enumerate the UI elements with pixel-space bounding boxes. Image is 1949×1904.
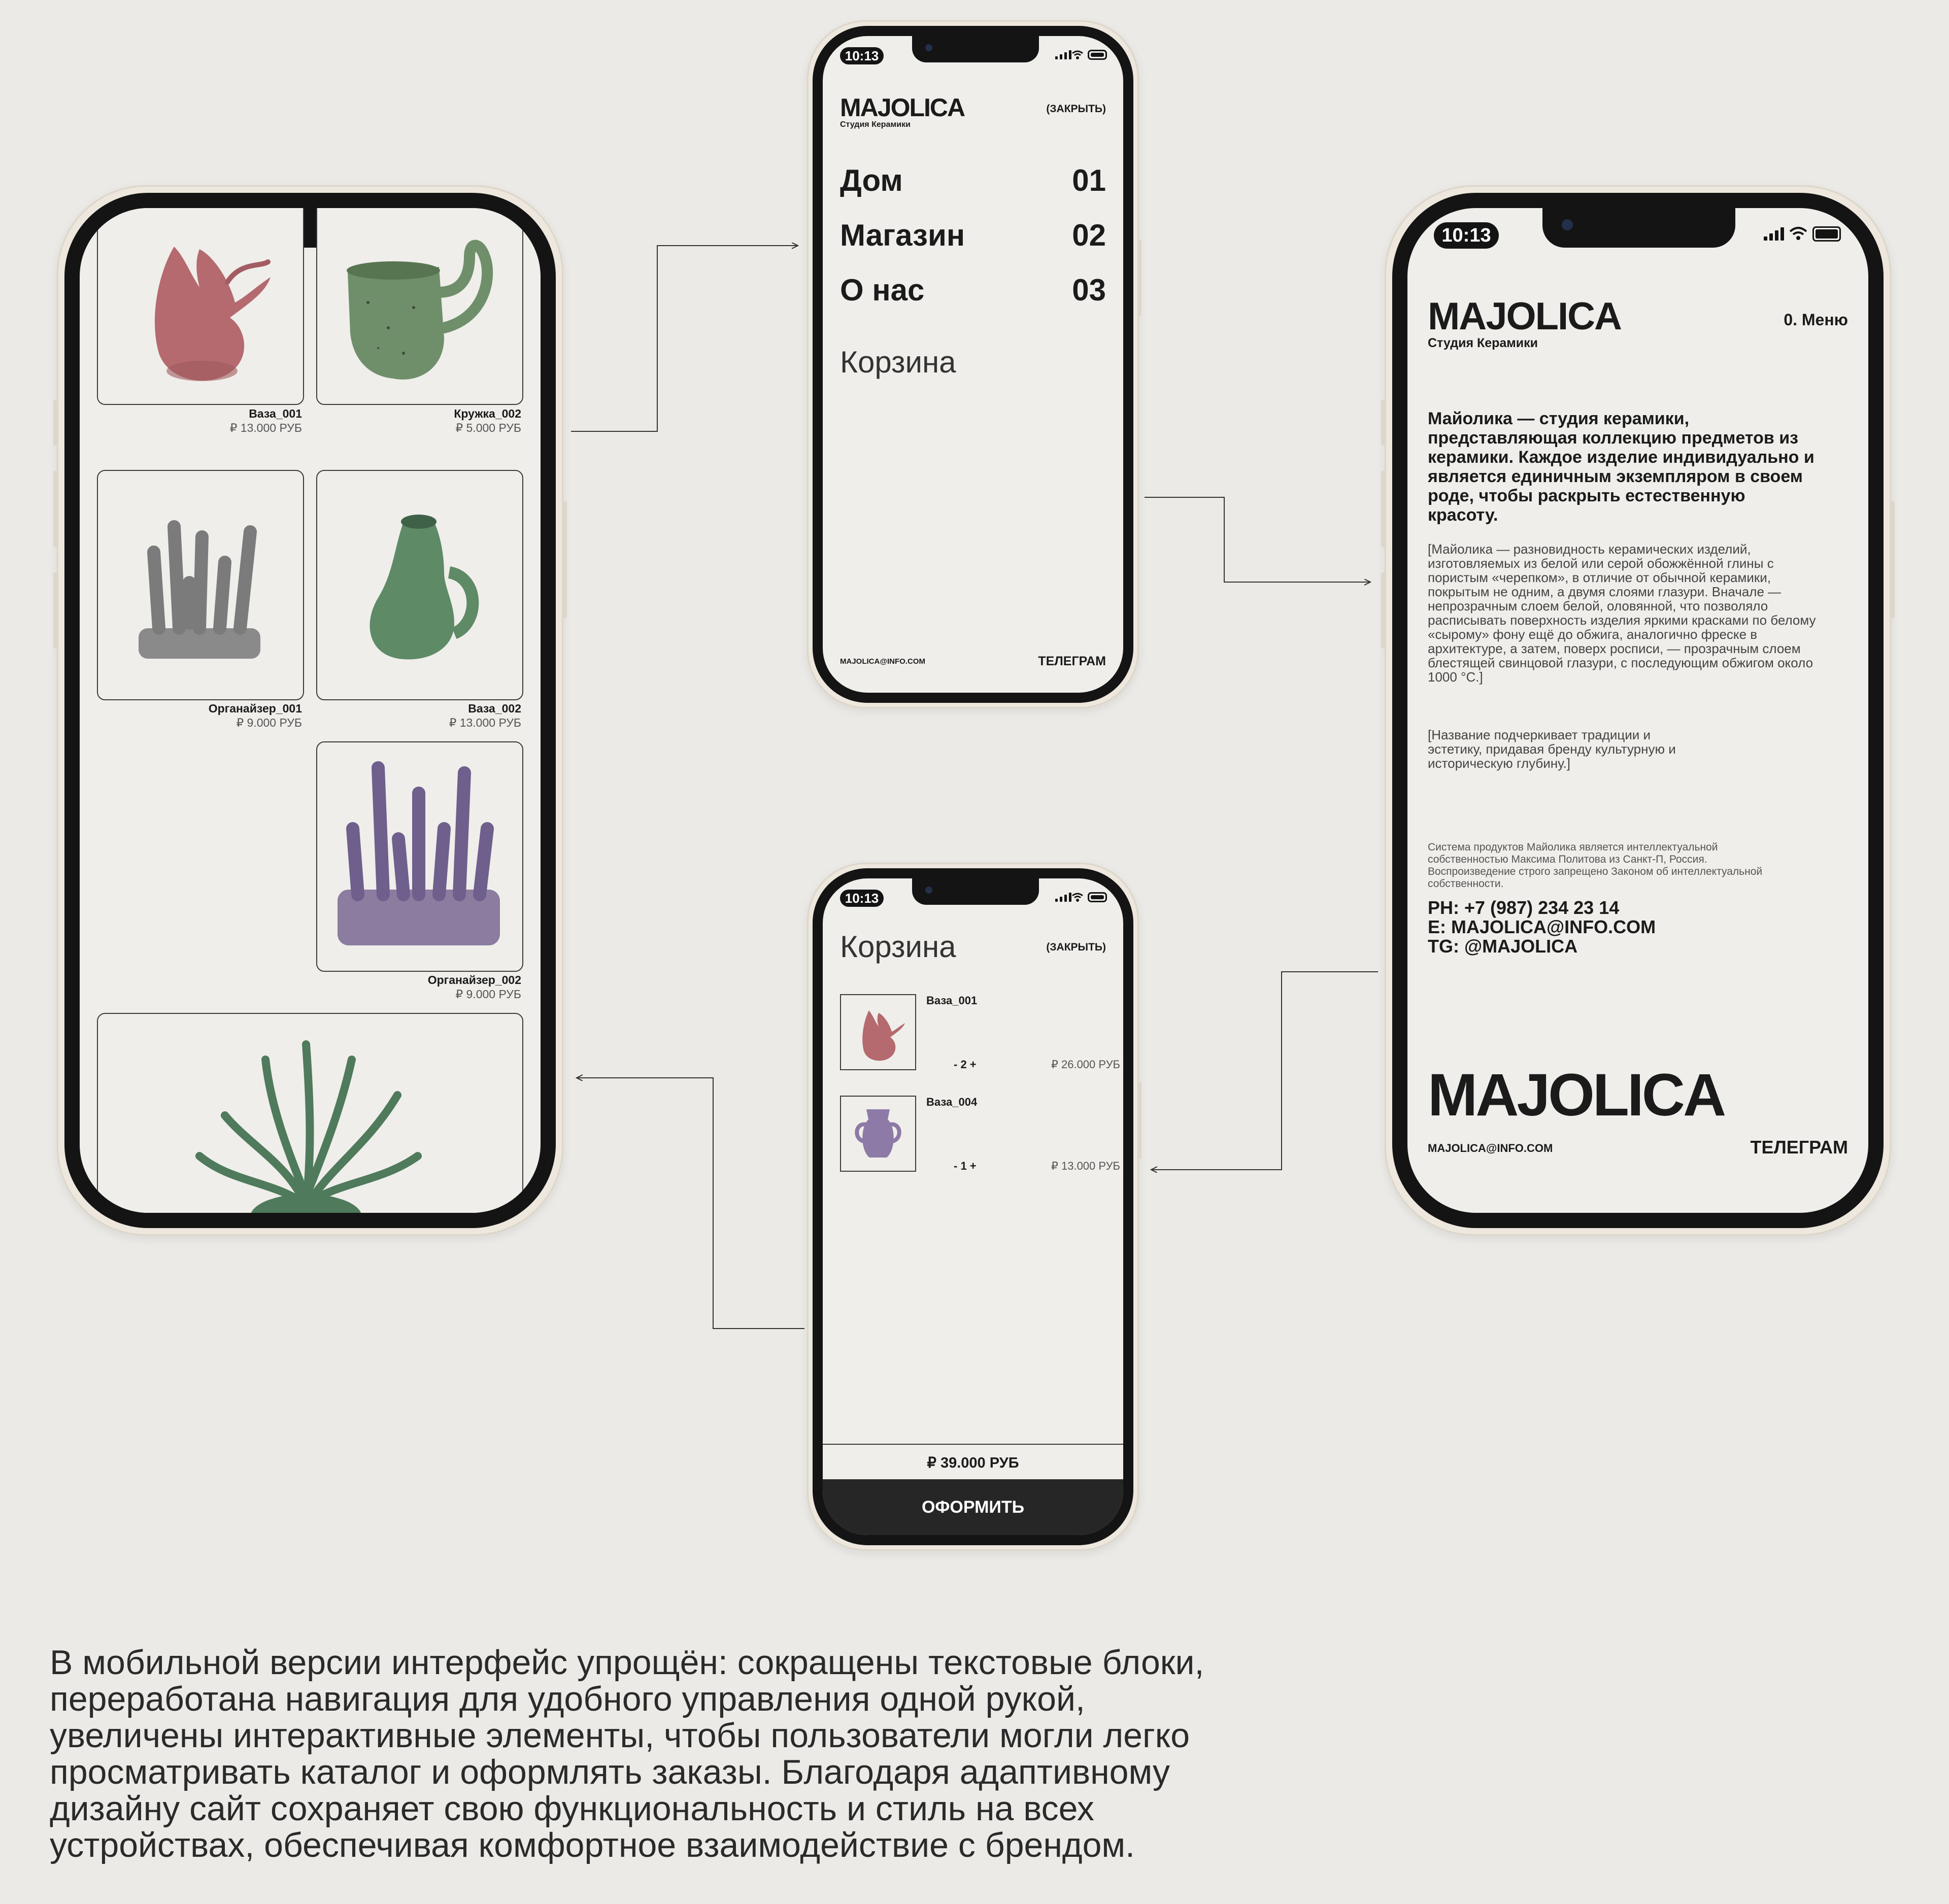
battery-icon [1088,50,1107,60]
cart-item-price: ₽ 13.000 РУБ [1051,1160,1120,1172]
brand-logo[interactable]: MAJOLICA [840,93,965,122]
cart-item-thumbnail[interactable] [840,994,916,1070]
about-screen[interactable] [1407,208,1868,1213]
about-legal: Система продуктов Майолика является интеллектуальной собственностью Максима Политова из Санкт-П, Россия. Воспроизведение строго запрещено Законом об интеллектуальной собственности. [1428,841,1763,890]
connector-about-to-cart [1151,972,1378,1170]
cart-item-thumbnail[interactable] [840,1096,916,1172]
status-time: 10:13 [840,890,884,907]
product-card-organizer-001[interactable] [97,470,304,700]
catalog-screen[interactable] [80,208,541,1213]
menu-screen[interactable] [823,36,1123,693]
camera [925,887,932,894]
cart-item-name: Ваза_004 [926,1096,978,1108]
quantity-stepper[interactable]: - 1 + [954,1160,977,1172]
close-button[interactable]: (ЗАКРЫТЬ) [1046,103,1106,115]
menu-item-cart[interactable]: Корзина [840,345,956,379]
camera [925,44,932,51]
wifi-icon [1789,226,1807,241]
signal-icon [1055,893,1071,902]
phone-about [1385,185,1891,1236]
product-price: ₽ 9.000 РУБ [236,716,302,729]
status-time: 10:13 [840,47,884,64]
vase-004-thumb [841,1097,915,1171]
footer-email[interactable]: MAJOLICA@INFO.COM [840,657,925,666]
cart-screen[interactable] [823,878,1123,1535]
product-name: Органайзер_001 [208,702,302,715]
wifi-icon [1071,50,1084,59]
product-price: ₽ 9.000 РУБ [455,988,521,1001]
product-card-vase-001[interactable] [97,208,304,405]
menu-item-shop[interactable]: Магазин [840,218,965,252]
product-card-vase-002[interactable] [316,470,523,700]
contact-email[interactable]: E: MAJOLICA@INFO.COM [1428,916,1656,937]
product-price: ₽ 13.000 РУБ [229,421,302,434]
description-caption: В мобильной версии интерфейс упрощён: сокращены текстовые блоки, переработана навигация для удобного управления одной рукой, увеличены интерактивные элементы, чтобы пользователи могли легко просматривать каталог и оформлять заказы. Благодаря адаптивному дизайну сайт сохраняет свою функциональность и стиль на всех устройствах, обеспечивая комфортное взаимодействие с брендом. [50,1643,1204,1864]
menu-item-home[interactable]: Дом [840,163,903,197]
menu-item-number: 01 [1072,163,1106,197]
brand-subtitle: Студия Керамики [840,120,911,129]
product-card-organizer-002[interactable] [316,741,523,972]
about-lead: Майолика — студия керамики, представляющая коллекцию предметов из керамики. Каждое изделие индивидуально и является единичным экземпляром в своем роде, чтобы раскрыть естественную красоту. [1428,409,1814,525]
product-name: Органайзер_002 [427,973,521,987]
wifi-icon [1071,893,1084,902]
volume-up-button [53,471,57,547]
connector-catalog-to-menu [571,246,798,431]
battery-icon [1088,892,1107,902]
quantity-stepper[interactable]: - 2 + [954,1058,977,1071]
contact-telegram[interactable]: TG: @MAJOLICA [1428,936,1578,957]
checkout-button[interactable]: ОФОРМИТЬ [823,1479,1123,1535]
brand-subtitle: Студия Керамики [1428,336,1538,350]
vase-001-thumb [841,995,915,1069]
cart-divider [823,1444,1123,1445]
organizer-002-image [317,742,522,971]
brand-logo[interactable]: MAJOLICA [1428,295,1621,338]
volume-down-button [53,572,57,649]
phone-cart [807,863,1139,1551]
mug-002-image [317,208,522,404]
footer-email[interactable]: MAJOLICA@INFO.COM [1428,1142,1553,1154]
menu-item-about[interactable]: О нас [840,273,925,307]
about-name-note: [Название подчеркивает традиции и эстетику, придавая бренду культурную и историческую глубину.] [1428,727,1676,771]
product-price: ₽ 5.000 РУБ [455,421,521,434]
battery-icon [1812,226,1841,242]
cart-item-name: Ваза_001 [926,994,978,1007]
signal-icon [1055,50,1071,59]
vase-002-image [317,471,522,699]
phone-catalog [57,185,563,1236]
product-card-coral[interactable] [97,1013,523,1213]
contact-phone[interactable]: PH: +7 (987) 234 23 14 [1428,897,1620,918]
signal-icon [1764,227,1784,241]
cart-title: Корзина [840,930,956,964]
camera [1562,219,1573,230]
about-definition: [Майолика — разновидность керамических изделий, изготовляемых из белой или серой обожжённой глины с пористым «черепком», в отличие от обычной керамики, покрытым не одним, а двумя слоями глазури. Вначале — непрозрачным слоем белой, оловянной, что позволяло расписывать поверхность изделия яркими красками по белому «сырому» фону ещё до обжига, аналогично фреске в архитектуре, а затем, поверх росписи, — прозрачным слоем блестящей свинцовой глазури, с последующим обжигом около 1000 °С.] [1428,541,1816,685]
status-time: 10:13 [1434,222,1499,249]
product-name: Кружка_002 [454,407,521,420]
menu-item-number: 03 [1072,273,1106,307]
product-name: Ваза_002 [468,702,521,715]
menu-item-number: 02 [1072,218,1106,252]
connector-cart-to-catalog [577,1078,804,1329]
brand-logo-large: MAJOLICA [1428,1062,1725,1129]
power-button [563,501,567,618]
side-button [53,400,57,446]
footer-telegram-link[interactable]: ТЕЛЕГРАМ [1750,1137,1848,1158]
coral-vase-image [98,1014,522,1213]
product-name: Ваза_001 [249,407,302,420]
connector-menu-to-about [1145,497,1370,582]
organizer-001-image [98,471,303,699]
close-button[interactable]: (ЗАКРЫТЬ) [1046,941,1106,953]
cart-item-price: ₽ 26.000 РУБ [1051,1058,1120,1071]
cart-item [840,1096,1120,1177]
product-price: ₽ 13.000 РУБ [449,716,521,729]
menu-button[interactable]: 0. Меню [1784,311,1848,329]
cart-total: ₽ 39.000 РУБ [927,1455,1019,1471]
vase-001-image [98,208,303,404]
footer-telegram-link[interactable]: ТЕЛЕГРАМ [1038,654,1106,668]
phone-menu [807,20,1139,708]
cart-item [840,994,1120,1075]
product-card-mug-002[interactable] [316,208,523,405]
